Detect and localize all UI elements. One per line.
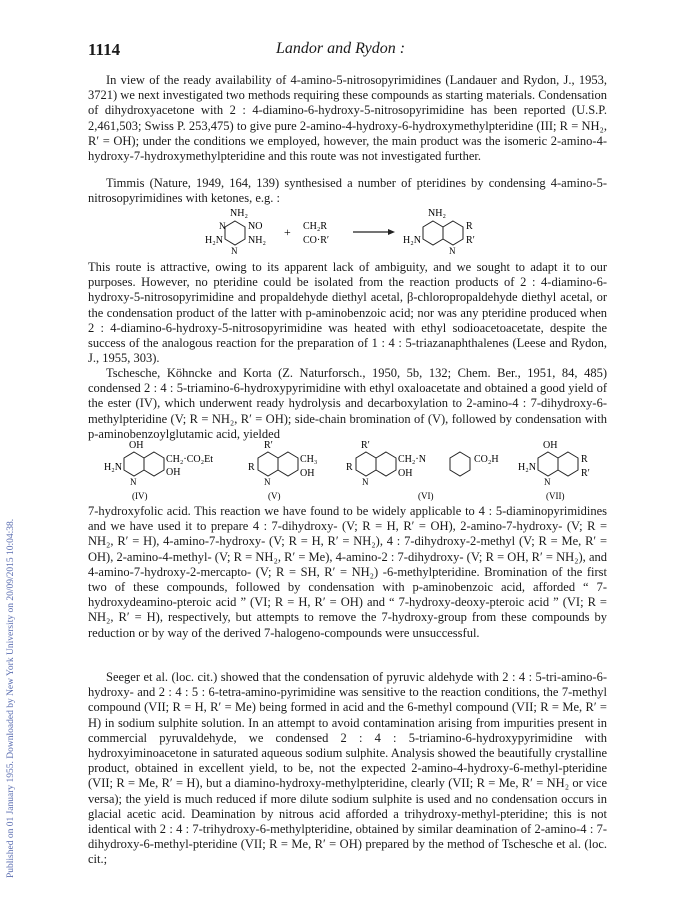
iv-label: (IV): [132, 491, 148, 501]
vii-ring-n: N: [544, 477, 551, 487]
vi-linker: CH₂·N: [398, 454, 426, 465]
paragraph-2: Timmis (Nature, 1949, 164, 139) synthesised a number of pteridines by condensing 4-amino-5-nitrosopyrimidines with ketones, e.g. :: [88, 176, 607, 206]
vi-r: R: [346, 462, 353, 473]
product-amino-left: H₂N: [403, 235, 421, 246]
vii-r-prime: R′: [581, 468, 590, 479]
vi-label: (VI): [418, 491, 434, 501]
page-number: 1114: [88, 40, 121, 59]
ketone-carbonyl: CO·R′: [303, 235, 330, 246]
paragraph-4: Tschesche, Köhncke and Korta (Z. Naturforsch., 1950, 5b, 132; Chem. Ber., 1951, 84, 485) condensed 2 : 4 : 5-triamino-6-hydroxypyrimidine with ethyl oxaloacetate and obtained a good yield of the ester (IV), which underwent ready hydrolysis and decarboxylation to 2-amino-4 : 7-dihydroxy-6-methylpteridine (V; R = NH₂, R′ = OH); side-chain bromination of (V), followed by condensation with p-aminobenzoylglutamic acid, yielded: [88, 366, 607, 441]
pteridine-structures-scheme: [88, 438, 607, 502]
v-r-prime: R′: [264, 440, 273, 451]
vi-hydroxy: OH: [398, 468, 413, 479]
iv-ester-chain: CH₂·CO₂Et: [166, 454, 213, 465]
vii-hydroxy: OH: [543, 440, 558, 451]
v-label: (V): [268, 491, 281, 501]
product-ring-n: N: [449, 246, 456, 256]
reactant-amino-left: H₂N: [205, 235, 223, 246]
v-ring-n: N: [264, 477, 271, 487]
structure-vi: [346, 440, 499, 501]
reactant-ring-n2: N: [231, 246, 238, 256]
pteridine-product-structure: [423, 221, 463, 245]
product-r: R: [466, 221, 473, 232]
v-r: R: [248, 462, 255, 473]
v-hydroxy: OH: [300, 468, 315, 479]
running-title: Landor and Rydon :: [276, 40, 406, 57]
paragraph-5: 7-hydroxyfolic acid. This reaction we have found to be widely applicable to 4 : 5-diaminopyrimidines and we have used it to prepare 4 : 7-dihydroxy- (V; R = H, R′ = OH), 2-amino-7-hydroxy- (V; R = NH₂, R′ = H), 4-amino-7-hydroxy- (V; R = H, R′ = NH₂), 4 : 7-dihydroxy-2-methyl (V; R = Me, R′ = OH), 2-amino-4-methyl- (V; R = NH₂, R′ = Me), 4-amino-2 : 7-dihydroxy- (V; R = OH, R′ = NH₂), and 4-amino-7-hydroxy-2-mercapto- (V; R = SH, R′ = NH₂) -6-methylpteridine. Bromination of the first two of these compounds, followed by condensation with p-aminobenzoic acid, afforded “ 7-hydroxydeamino-pteroic acid ” (VI; R = H, R′ = OH) and “ 7-hydroxy-deoxy-pteroic acid ” (VI; R = NH₂, R′ = H), respectively, but attempts to remove the 7-hydroxy-group from these compounds by reduction or by way of the derived 7-halogeno-compounds were unsuccessful.: [88, 504, 607, 640]
paragraph-1: In view of the ready availability of 4-amino-5-nitrosopyrimidines (Landauer and Rydon, J., 1953, 3721) we next investigated two methods requiring these compounds as starting materials. Condensation of dihydroxyacetone with 2 : 4-diamino-6-hydroxy-5-nitrosopyrimidine has been reported (U.S.P. 2,461,503; Swiss P. 253,475) to give pure 2-amino-4-hydroxy-6-hydroxymethylpteridine (III; R = NH₂, R′ = OH); under the conditions we employed, however, the main product was the isomeric 2-amino-4-hydroxy-7-hydroxymethylpteridine and this route was not investigated further.: [88, 73, 607, 164]
download-watermark: Published on 01 January 1955. Downloaded by New York University on 20/09/2015 10:04:38.: [6, 518, 16, 878]
vii-amino: H₂N: [518, 462, 536, 473]
nitrosopyrimidine-structure: [225, 221, 245, 245]
ketone-methylene: CH₂R: [303, 221, 328, 232]
vii-label: (VII): [546, 491, 565, 501]
structure-vii: [518, 440, 590, 501]
iv-ring-n: N: [130, 477, 137, 487]
product-amino-top: NH₂: [428, 208, 446, 219]
paragraph-3: This route is attractive, owing to its apparent lack of ambiguity, and we sought to adapt it to our purposes. However, no pteridine could be isolated from the reaction products of 2 : 4-diamino-6-hydroxy-5-nitrosopyrimidine and propaldehyde diethyl acetal, β-chloropropaldehyde diethyl acetal, or the condensation product of the latter with p-aminobenzoic acid; nor was any pteridine produced when 2 : 4-diamino-6-hydroxy-5-nitrosopyrimidine was heated with ethyl sodioacetoacetate, despite the success of the analogous reaction for the preparation of 1 : 4 : 5-triazanaphthalenes (Leese and Rydon, J., 1955, 303).: [88, 260, 607, 366]
vi-ring-n: N: [362, 477, 369, 487]
structure-iv: [104, 440, 213, 501]
timmis-reaction-scheme: [88, 205, 607, 257]
v-methyl: CH₃: [300, 454, 318, 465]
structure-v: [248, 440, 317, 501]
vi-carboxyl: CO₂H: [474, 454, 499, 465]
page-header: [88, 40, 608, 62]
reactant-nitroso: NO: [248, 221, 263, 232]
vii-r: R: [581, 454, 588, 465]
reactant-ring-n1: N: [219, 221, 226, 231]
paragraph-6: Seeger et al. (loc. cit.) showed that the condensation of pyruvic aldehyde with 2 : 4 : 5-tri-amino-6-hydroxy- and 2 : 4 : 5 : 6-tetra-amino-pyrimidine was sensitive to the reaction conditions, the 7-methyl compound (VII; R = H, R′ = Me) being formed in acid and the 6-methyl compound (VII; R = Me, R′ = H) in sodium sulphite solution. In an attempt to avoid contamination arising from impurities present in commercial pyruvaldehyde, we condensed 2 : 4 : 5-triamino-6-hydroxypyrimidine with hydroxyiminoacetone in saturated aqueous sodium sulphite. Analysis showed the beautifully crystalline product, obtained in excellent yield, to be, not the expected 2-amino-4-hydroxy-6-methyl-pteridine (VII; R = Me, R′ = H), but a diamino-hydroxy-methylpteridine, clearly (VII; R = Me, R′ = NH₂ or vice versa); the yield is much reduced if more dilute sodium sulphite is used and no condensation occurs in glacial acetic acid. Deamination by nitrous acid afforded a trihydroxy-methyl-pteridine; this is not identical with 2 : 4 : 7-trihydroxy-6-methylpteridine, obtained by similar deamination of 2-amino-4 : 7-dihydroxy-6-methyl-pteridine (VII; R = Me, R′ = OH) prepared by the method of Tschesche et al. (loc. cit.;: [88, 670, 607, 867]
pteridine-structures-svg: [88, 438, 607, 502]
reaction-arrow: [353, 229, 395, 235]
iv-amino: H₂N: [104, 462, 122, 473]
iv-hydroxy-top: OH: [129, 440, 144, 451]
reactant-amino-right: NH₂: [248, 235, 266, 246]
vi-r-prime: R′: [361, 440, 370, 451]
product-r-prime: R′: [466, 235, 475, 246]
iv-hydroxy-right: OH: [166, 467, 181, 478]
plus-sign: +: [284, 225, 291, 239]
reactant-amino-top: NH₂: [230, 208, 248, 219]
timmis-reaction-svg: [88, 205, 607, 257]
